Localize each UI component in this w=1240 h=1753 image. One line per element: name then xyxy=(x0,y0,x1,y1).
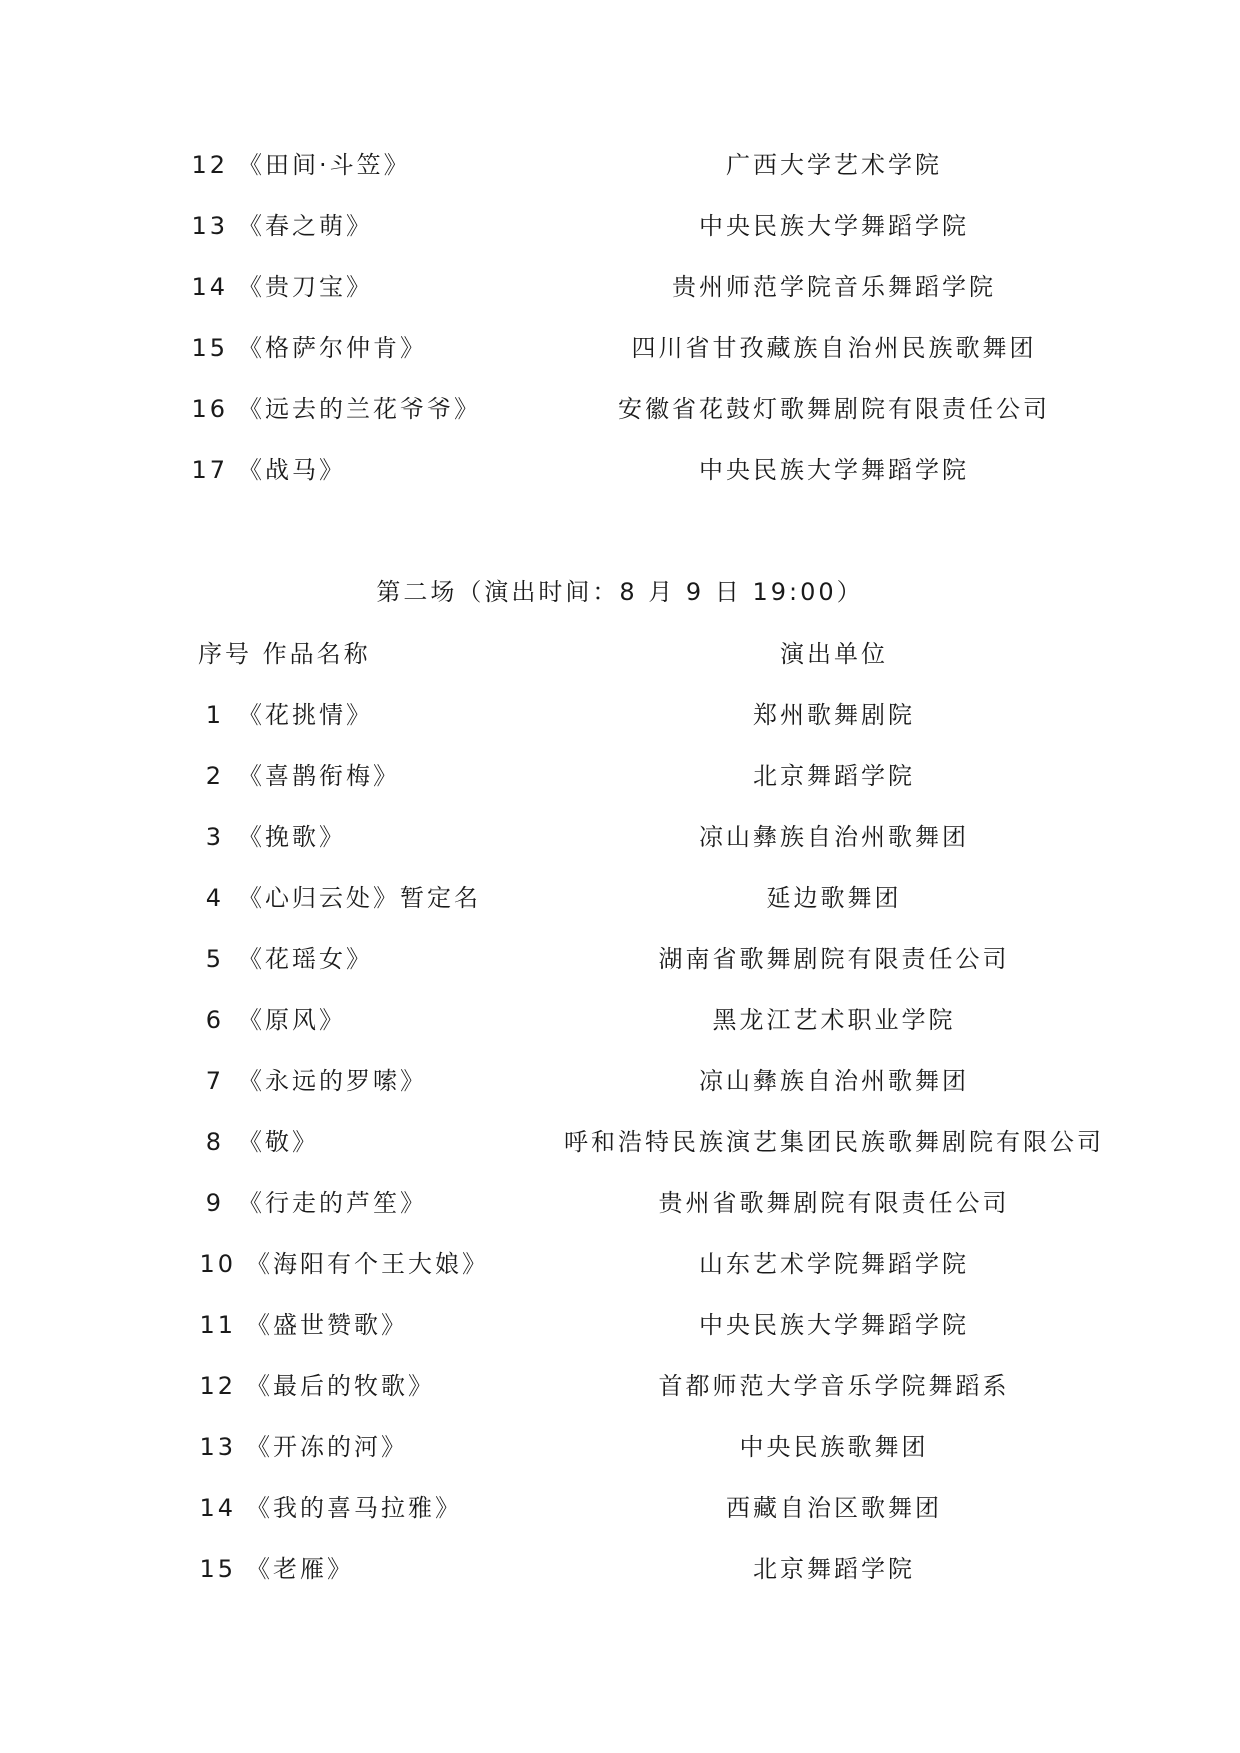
performing-unit: 贵州师范学院音乐舞蹈学院 xyxy=(672,273,996,301)
table-row xyxy=(0,206,1240,246)
table-row xyxy=(0,328,1240,368)
table-row xyxy=(0,1366,1240,1406)
performing-unit: 西藏自治区歌舞团 xyxy=(726,1494,942,1522)
row-number: 4 xyxy=(205,884,224,912)
row-number: 11 xyxy=(199,1311,236,1339)
work-title: 《挽歌》 xyxy=(238,823,346,851)
row-number: 9 xyxy=(205,1189,224,1217)
work-title: 《花瑶女》 xyxy=(238,945,373,973)
work-title: 《心归云处》暂定名 xyxy=(238,884,481,912)
row-number: 10 xyxy=(199,1250,236,1278)
performing-unit: 首都师范大学音乐学院舞蹈系 xyxy=(658,1372,1010,1400)
performing-unit: 中央民族大学舞蹈学院 xyxy=(699,1311,969,1339)
row-number: 6 xyxy=(205,1006,224,1034)
table-row xyxy=(0,756,1240,796)
work-title: 《春之萌》 xyxy=(238,212,373,240)
row-number: 2 xyxy=(205,762,224,790)
work-title: 《喜鹊衔梅》 xyxy=(238,762,400,790)
table-row xyxy=(0,1122,1240,1162)
header-number-and-title: 序号 作品名称 xyxy=(198,640,371,668)
table-row xyxy=(0,1305,1240,1345)
table-row xyxy=(0,695,1240,735)
table-header xyxy=(0,634,1240,674)
table-row xyxy=(0,389,1240,429)
performing-unit: 中央民族歌舞团 xyxy=(739,1433,929,1461)
table-row xyxy=(0,939,1240,979)
row-number: 17 xyxy=(191,456,228,484)
row-number: 13 xyxy=(191,212,228,240)
work-title: 《花挑情》 xyxy=(238,701,373,729)
row-number: 8 xyxy=(205,1128,224,1156)
performing-unit: 山东艺术学院舞蹈学院 xyxy=(699,1250,969,1278)
table-row xyxy=(0,450,1240,490)
performing-unit: 湖南省歌舞剧院有限责任公司 xyxy=(658,945,1010,973)
performing-unit: 北京舞蹈学院 xyxy=(753,1555,915,1583)
work-title: 《海阳有个王大娘》 xyxy=(246,1250,489,1278)
row-number: 1 xyxy=(205,701,224,729)
row-number: 15 xyxy=(199,1555,236,1583)
table-row xyxy=(0,1488,1240,1528)
row-number: 16 xyxy=(191,395,228,423)
row-number: 13 xyxy=(199,1433,236,1461)
row-number: 15 xyxy=(191,334,228,362)
work-title: 《行走的芦笙》 xyxy=(238,1189,427,1217)
row-number: 5 xyxy=(205,945,224,973)
table-row xyxy=(0,1427,1240,1467)
work-title: 《战马》 xyxy=(238,456,346,484)
header-performing-unit: 演出单位 xyxy=(780,640,888,668)
performing-unit: 四川省甘孜藏族自治州民族歌舞团 xyxy=(631,334,1037,362)
performing-unit: 中央民族大学舞蹈学院 xyxy=(699,212,969,240)
performing-unit: 北京舞蹈学院 xyxy=(753,762,915,790)
table-row xyxy=(0,1000,1240,1040)
performing-unit: 广西大学艺术学院 xyxy=(726,151,942,179)
table-row xyxy=(0,1244,1240,1284)
work-title: 《田间·斗笠》 xyxy=(238,151,411,179)
performing-unit: 郑州歌舞剧院 xyxy=(753,701,915,729)
table-row xyxy=(0,878,1240,918)
work-title: 《贵刀宝》 xyxy=(238,273,373,301)
performing-unit: 黑龙江艺术职业学院 xyxy=(712,1006,956,1034)
work-title: 《永远的罗嗦》 xyxy=(238,1067,427,1095)
section-title: 第二场（演出时间：8 月 9 日 19:00） xyxy=(376,578,864,606)
row-number: 7 xyxy=(205,1067,224,1095)
row-number: 12 xyxy=(191,151,228,179)
performing-unit: 凉山彝族自治州歌舞团 xyxy=(699,1067,969,1095)
row-number: 14 xyxy=(199,1494,236,1522)
work-title: 《盛世赞歌》 xyxy=(246,1311,408,1339)
work-title: 《最后的牧歌》 xyxy=(246,1372,435,1400)
performing-unit: 凉山彝族自治州歌舞团 xyxy=(699,823,969,851)
table-row xyxy=(0,1183,1240,1223)
performing-unit: 呼和浩特民族演艺集团民族歌舞剧院有限公司 xyxy=(564,1128,1104,1156)
performing-unit: 中央民族大学舞蹈学院 xyxy=(699,456,969,484)
performing-unit: 延边歌舞团 xyxy=(766,884,902,912)
work-title: 《老雁》 xyxy=(246,1555,354,1583)
table-row xyxy=(0,817,1240,857)
work-title: 《我的喜马拉雅》 xyxy=(246,1494,462,1522)
row-number: 3 xyxy=(205,823,224,851)
row-number: 14 xyxy=(191,273,228,301)
performing-unit: 贵州省歌舞剧院有限责任公司 xyxy=(658,1189,1010,1217)
performing-unit: 安徽省花鼓灯歌舞剧院有限责任公司 xyxy=(618,395,1050,423)
work-title: 《远去的兰花爷爷》 xyxy=(238,395,481,423)
table-row xyxy=(0,145,1240,185)
table-row xyxy=(0,1061,1240,1101)
table-row xyxy=(0,267,1240,307)
work-title: 《原风》 xyxy=(238,1006,346,1034)
work-title: 《开冻的河》 xyxy=(246,1433,408,1461)
table-row xyxy=(0,1549,1240,1589)
work-title: 《敬》 xyxy=(238,1128,319,1156)
work-title: 《格萨尔仲肯》 xyxy=(238,334,427,362)
row-number: 12 xyxy=(199,1372,236,1400)
